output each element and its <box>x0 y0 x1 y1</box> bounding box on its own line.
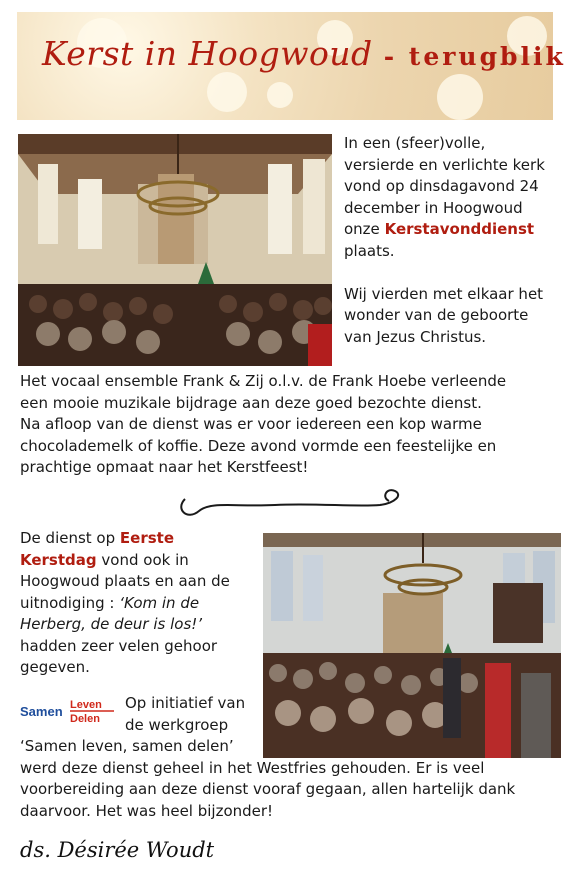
swirl-divider <box>175 487 405 521</box>
paragraph-line: chocolademelk of koffie. Deze avond vormde een feestelijke en <box>20 436 497 455</box>
initiative-line: daarvoor. Het was heel bijzonder! <box>20 801 274 820</box>
christmas-day-line <box>20 614 260 636</box>
bokeh-light <box>437 74 483 120</box>
svg-text:Samen: Samen <box>20 704 63 719</box>
initiative-text <box>20 736 570 822</box>
intro-line: december in Hoogwoud <box>344 198 523 217</box>
christmas-day-fragment: De dienst op <box>20 529 116 547</box>
church-interior-illustration <box>263 533 561 758</box>
christmas-day-line <box>20 550 260 572</box>
bokeh-light <box>207 72 247 112</box>
intro-text <box>344 133 569 348</box>
samen-leven-delen-logo <box>20 697 116 725</box>
initiative-line: Op initiatief van <box>125 694 246 712</box>
intro-line: In een (sfeer)volle, <box>344 134 486 152</box>
christmas-day-fragment: uitnodiging : <box>20 593 115 612</box>
invitation-quote: ‘Kom in de <box>119 593 200 612</box>
initiative-line: ‘Samen leven, samen delen’ <box>20 737 234 755</box>
signature: ds. Désirée Woudt <box>20 838 215 862</box>
kerstavonddienst-highlight: Kerstavonddienst <box>384 220 535 238</box>
intro-line: Wij vierden met elkaar het <box>344 284 544 303</box>
church-photo-christmas-eve <box>18 134 332 366</box>
church-interior-illustration <box>18 134 332 366</box>
christmas-day-line <box>20 593 260 615</box>
paragraph-line: prachtige opmaat naar het Kerstfeest! <box>20 458 309 476</box>
intro-line: wonder van de geboorte <box>344 306 529 324</box>
intro-line: vond op dinsdagavond 24 <box>344 177 539 195</box>
svg-text:Leven: Leven <box>70 699 102 711</box>
christmas-day-fragment: vond ook in <box>101 550 189 569</box>
title-subtitle: - terugblik <box>383 42 566 71</box>
eerste-kerstdag-highlight: Eerste <box>119 529 175 547</box>
christmas-day-line: Hoogwoud plaats en aan de <box>20 572 230 590</box>
initiative-line: voorbereiding aan deze dienst vooraf gegaan, allen hartelijk dank <box>20 780 516 798</box>
initiative-text-side <box>125 693 260 736</box>
christmas-day-text <box>20 528 260 679</box>
initiative-line: de werkgroep <box>125 715 229 734</box>
paragraph-line: Het vocaal ensemble Frank & Zij o.l.v. de Frank Hoebe verleende <box>20 372 507 390</box>
title-main: Kerst in Hoogwoud <box>42 34 373 73</box>
bokeh-light <box>267 82 293 108</box>
church-photo-christmas-day <box>263 533 561 758</box>
svg-text:Delen: Delen <box>70 713 100 725</box>
eerste-kerstdag-highlight: Kerstdag <box>20 550 97 569</box>
intro-text-fragment: onze <box>344 220 380 238</box>
paragraph-ensemble <box>20 371 570 479</box>
intro-line <box>344 219 569 241</box>
paragraph-line: Na afloop van de dienst was er voor iedereen een kop warme <box>20 415 482 433</box>
page-title <box>42 34 566 73</box>
intro-line: versierde en verlichte kerk <box>344 155 545 174</box>
invitation-quote: Herberg, de deur is los!’ <box>20 615 203 633</box>
samen-leven-delen-logo-image <box>20 697 116 725</box>
christmas-day-line: hadden zeer velen gehoor <box>20 636 218 655</box>
spacer <box>344 262 569 284</box>
intro-line: plaats. <box>344 241 395 260</box>
initiative-line: werd deze dienst geheel in het Westfries gehouden. Er is veel <box>20 758 485 777</box>
christmas-day-line: gegeven. <box>20 658 90 676</box>
intro-line: van Jezus Christus. <box>344 327 487 346</box>
christmas-day-line <box>20 528 260 550</box>
paragraph-line: een mooie muzikale bijdrage aan deze goed bezochte dienst. <box>20 393 482 412</box>
